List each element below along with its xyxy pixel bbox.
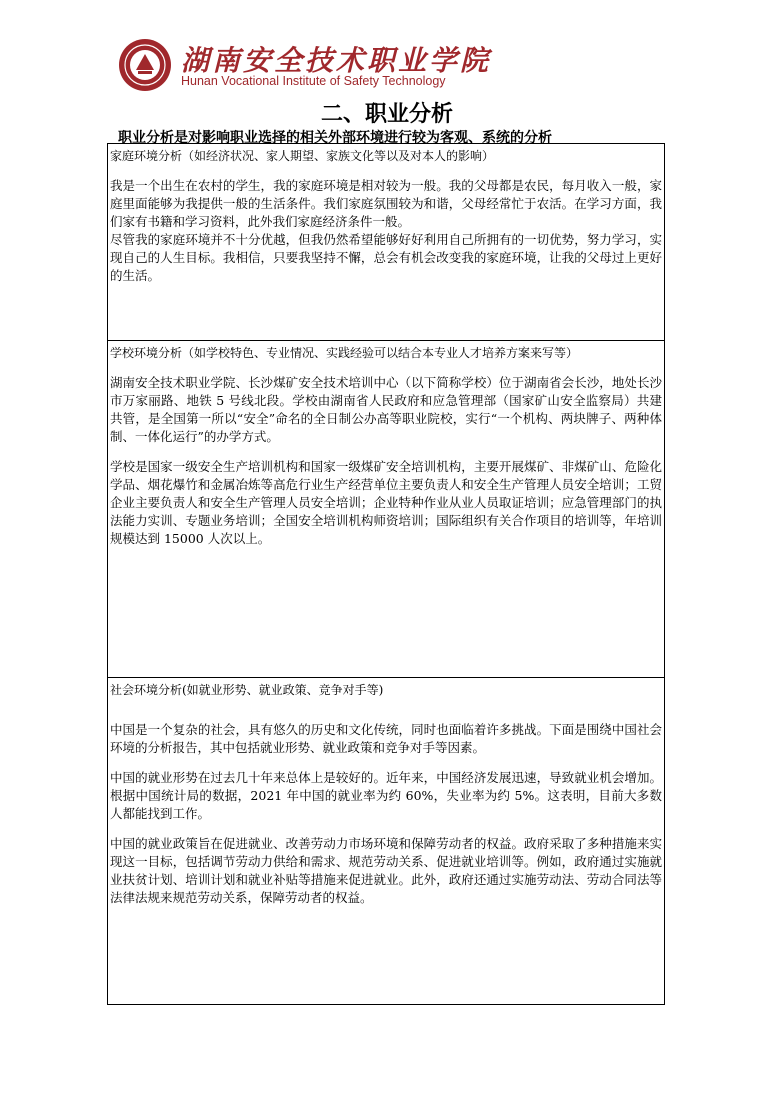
family-paragraph-2: 尽管我的家庭环境并不十分优越，但我仍然希望能够好好利用自己所拥有的一切优势，努力学习，实现自己的人生目标。我相信，只要我坚持不懈，总会有机会改变我的家庭环境，让我的父母过上更好的生活。 — [110, 232, 662, 283]
family-environment-box — [107, 143, 665, 341]
school-name-en: Hunan Vocational Institute of Safety Technology — [181, 74, 446, 88]
social-paragraph-1: 中国是一个复杂的社会，具有悠久的历史和文化传统，同时也面临着许多挑战。下面是围绕中国社会环境的分析报告，其中包括就业形势、就业政策和竞争对手等因素。 — [110, 722, 662, 755]
family-paragraph-1: 我是一个出生在农村的学生，我的家庭环境是相对较为一般。我的父母都是农民，每月收入一般，家庭里面能够为我提供一般的生活条件。我们家庭氛围较为和谐，父母经常忙于农活。在学习方面，我们家有书籍和学习资料，此外我们家庭经济条件一般。 — [110, 178, 662, 229]
school-name-cn: 湖南安全技术职业学院 — [181, 44, 492, 77]
school-seal-icon — [118, 38, 172, 92]
social-paragraph-2: 中国的就业形势在过去几十年来总体上是较好的。近年来，中国经济发展迅速，导致就业机会增加。根据中国统计局的数据，2021 年中国的就业率为约 60%，失业率为约 5%。这表明，目前大多数人都能找到工作。 — [110, 770, 662, 821]
school-logo — [118, 38, 492, 94]
school-paragraph-2: 学校是国家一级安全生产培训机构和国家一级煤矿安全培训机构，主要开展煤矿、非煤矿山、危险化学品、烟花爆竹和金属冶炼等高危行业生产经营单位主要负责人和安全生产管理人员安全培训；工贸企业主要负责人和安全生产管理人员安全培训；企业特种作业从业人员取证培训；应急管理部门的执法能力实训、专题业务培训；全国安全培训机构师资培训；国际组织有关合作项目的培训等，年培训规模达到 15000 人次以上。 — [110, 459, 662, 546]
school-environment-heading: 学校环境分析（如学校特色、专业情况、实践经验可以结合本专业人才培养方案来写等） — [110, 346, 579, 360]
family-environment-heading: 家庭环境分析（如经济状况、家人期望、家族文化等以及对本人的影响） — [110, 149, 495, 163]
social-environment-heading: 社会环境分析(如就业形势、就业政策、竞争对手等) — [110, 683, 384, 697]
school-environment-box — [107, 340, 665, 678]
section-subtitle: 职业分析是对影响职业选择的相关外部环境进行较为客观、系统的分析 — [118, 130, 552, 146]
section-title: 二、职业分析 — [320, 102, 453, 127]
social-environment-box — [107, 677, 665, 1005]
social-paragraph-3: 中国的就业政策旨在促进就业、改善劳动力市场环境和保障劳动者的权益。政府采取了多种措施来实现这一目标，包括调节劳动力供给和需求、规范劳动关系、促进就业培训等。例如，政府通过实施就业扶贫计划、培训计划和就业补贴等措施来促进就业。此外，政府还通过实施劳动法、劳动合同法等法律法规来规范劳动关系，保障劳动者的权益。 — [110, 836, 662, 905]
school-paragraph-1: 湖南安全技术职业学院、长沙煤矿安全技术培训中心（以下简称学校）位于湖南省会长沙，地处长沙市万家丽路、地铁 5 号线北段。学校由湖南省人民政府和应急管理部（国家矿山安全监察局）共建共管，是全国第一所以“安全”命名的全日制公办高等职业院校，实行“一个机构、两块牌子、两种体制、一体化运行”的办学方式。 — [110, 375, 662, 444]
